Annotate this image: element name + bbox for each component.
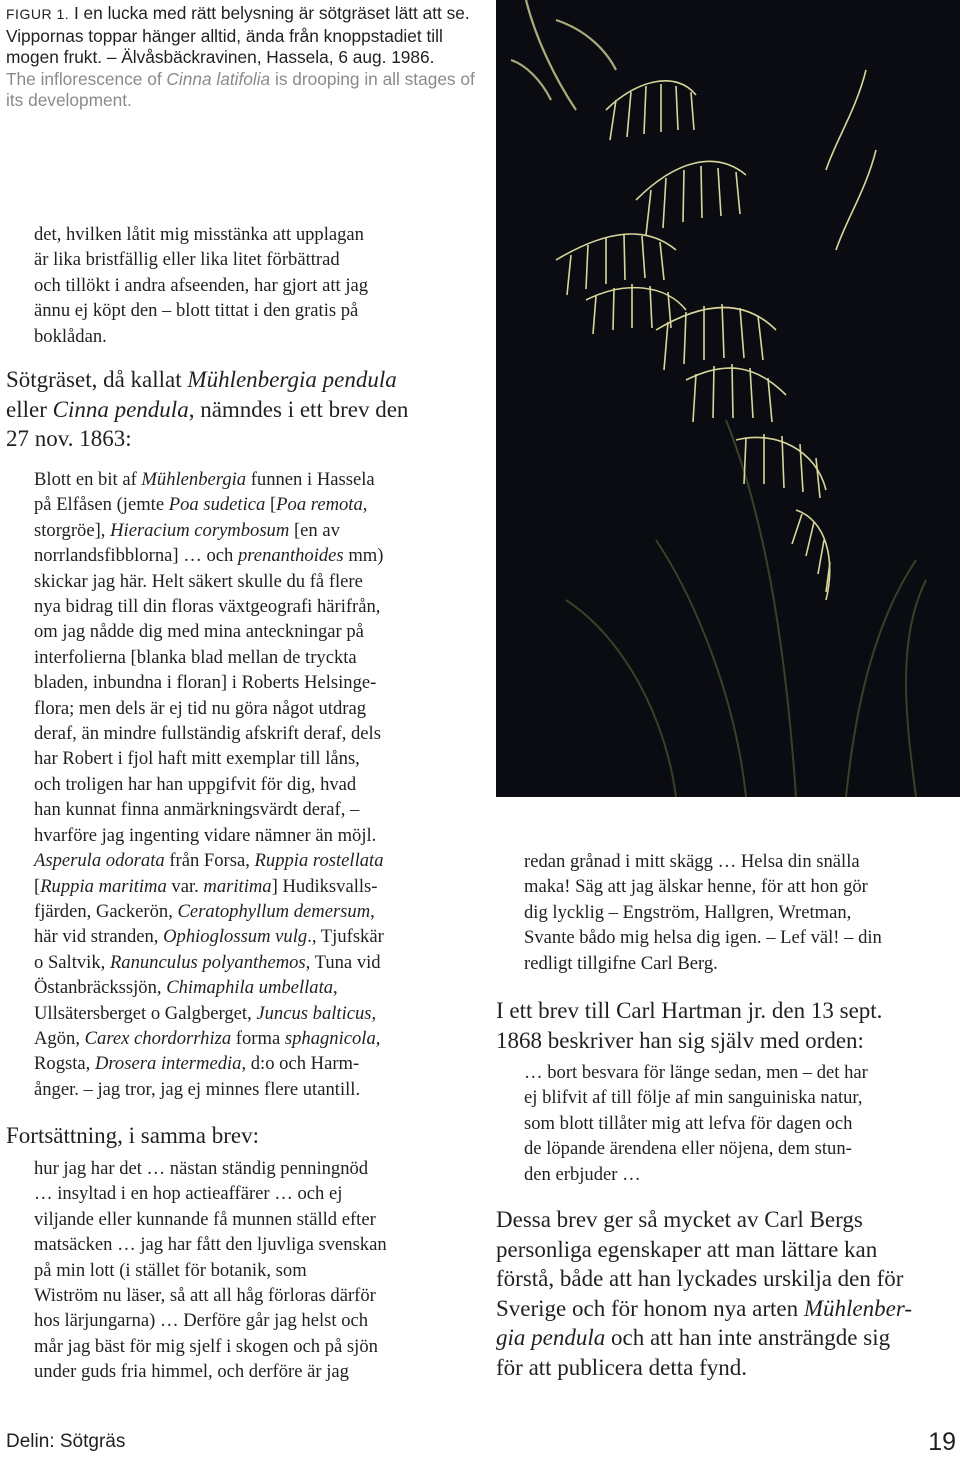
caption-english-text: is drooping in all stages of its development. <box>6 68 475 111</box>
text-line: han kunnat finna anmärkningsvärdt deraf, – <box>34 799 360 821</box>
text-line: bladen, inbundna i floran] i Roberts Helsinge- <box>34 672 377 694</box>
body-paragraph-4 <box>496 1205 912 1383</box>
species-name: Ceratophyllum demersum <box>177 900 371 922</box>
text-span: Blott en bit af <box>34 469 142 490</box>
text-span: mm) <box>343 545 384 567</box>
text-line: ännu ej köpt den – blott tittat i den gratis på <box>34 300 359 322</box>
text-line: på min lott (i stället för botanik, som <box>34 1259 307 1281</box>
text-line: under guds fria himmel, och derföre är jag <box>34 1361 349 1383</box>
text-line: ånger. – jag tror, jag ej minnes flere utantill. <box>34 1078 361 1100</box>
quote-block-4 <box>524 849 882 976</box>
text-line: skickar jag här. Helt säkert skulle du få flere <box>34 570 363 592</box>
text-line: boklådan. <box>34 325 107 347</box>
text-line <box>34 924 384 949</box>
text-span: och att han inte ansträngde sig <box>605 1325 891 1351</box>
species-name: Mühlenbergia <box>141 469 247 490</box>
species-name: Hieracium corymbosum <box>110 519 290 541</box>
quote-block-1 <box>34 222 368 349</box>
text-line: maka! Säg att jag älskar henne, för att hon gör <box>524 876 868 898</box>
species-name: Poa remota <box>276 494 363 516</box>
grass-photo <box>496 0 960 797</box>
text-span: , <box>333 977 338 999</box>
text-span: [ <box>265 494 277 516</box>
text-line <box>34 1051 384 1076</box>
quote-block-3 <box>34 1156 387 1385</box>
text-line: är lika bristfällig eller lika litet förbättrad <box>34 249 340 271</box>
text-line: som blott tillåter mig att lefva för dagen och <box>524 1112 853 1134</box>
text-span: , <box>370 900 375 922</box>
text-line: mår jag bäst för mig sjelf i skogen och på sjön <box>34 1335 378 1357</box>
text-line: viljande eller kunnande få munnen ställd efter <box>34 1208 376 1230</box>
species-name: Drosera intermedia <box>94 1053 242 1075</box>
text-line: Wiström nu läser, så att all håg förloras därför <box>34 1285 376 1307</box>
text-span: Östanbräckssjön, <box>34 977 167 999</box>
text-span: här vid stranden, <box>34 926 164 948</box>
text-line: om jag nådde dig med mina anteckningar på <box>34 621 364 643</box>
text-line: 27 nov. 1863: <box>6 426 132 452</box>
text-line <box>34 518 384 543</box>
caption-english-text: The inflorescence of <box>6 68 167 89</box>
text-line <box>34 467 384 492</box>
species-name: Carex chordorrhiza <box>84 1027 232 1049</box>
species-name: Poa sudetica <box>168 494 266 516</box>
running-title: Delin: Sötgräs <box>6 1431 126 1452</box>
text-line: hur jag har det … nästan ständig penningnöd <box>34 1158 369 1179</box>
text-line <box>34 492 384 517</box>
text-line: har Robert i fjol haft mitt exemplar till låns, <box>34 748 360 770</box>
text-span: funnen i Hassela <box>246 469 375 490</box>
text-line <box>6 395 408 425</box>
text-line: dig lycklig – Engström, Hallgren, Wretman, <box>524 901 852 923</box>
text-span: , <box>362 494 368 516</box>
text-line: deraf, än mindre fullständig afskrift deraf, dels <box>34 723 381 745</box>
text-line <box>34 950 384 975</box>
caption-english-species: Cinna latifolia <box>166 68 271 89</box>
figure-caption <box>6 3 484 112</box>
text-span: eller <box>6 396 53 422</box>
species-name: gia pendula <box>496 1325 606 1351</box>
text-line <box>6 365 408 395</box>
text-line: personliga egenskaper att man lättare kan <box>496 1236 878 1262</box>
text-line: … bort besvara för länge sedan, men – det har <box>524 1062 868 1083</box>
text-line: I ett brev till Carl Hartman jr. den 13 sept. <box>496 998 883 1023</box>
text-line <box>496 1294 912 1324</box>
text-span: var. <box>166 875 204 897</box>
text-span: på Elfåsen (jemte <box>34 494 169 516</box>
text-line: hos lärjungarna) … Derföre går jag helst och <box>34 1310 369 1332</box>
text-line <box>34 1001 384 1026</box>
text-line: nya bidrag till din floras växtgeografi härifrån, <box>34 596 381 618</box>
text-line: förstå, både att han lyckades urskilja den för <box>496 1266 904 1292</box>
body-paragraph-1 <box>6 365 408 454</box>
text-line: hvarföre jag ingenting vidare nämner än möjl. <box>34 824 377 846</box>
text-line <box>34 975 384 1000</box>
text-line: 1868 beskriver han sig själv med orden: <box>496 1027 864 1053</box>
text-span: Sötgräset, då kallat <box>6 367 188 392</box>
page-number: 19 <box>928 1428 956 1456</box>
text-span: storgröe], <box>34 519 111 541</box>
text-span: från Forsa, <box>164 850 255 872</box>
grass-inflorescence-icon <box>496 0 960 797</box>
text-line: och troligen har han uppgifvit för dig, hvad <box>34 773 357 795</box>
text-line: flora; men dels är ej tid nu göra något utdrag <box>34 697 367 719</box>
text-span: Ullsätersberget o Galgberget, <box>34 1002 257 1024</box>
quote-block-2 <box>34 467 384 1102</box>
species-name: Asperula odorata <box>34 850 165 872</box>
text-line: Fortsättning, i samma brev: <box>6 1123 259 1148</box>
text-span: ] Hudiksvalls- <box>271 875 378 897</box>
species-name: sphagnicola <box>284 1027 376 1049</box>
caption-swedish: I en lucka med rätt belysning är sötgräset lätt att se. Vippornas toppar hänger alltid, ända från knoppstadiet till mogen frukt. – Älvåsbäckravinen, Hassela, 6 aug. 1986. <box>6 3 470 68</box>
text-line: matsäcken … jag har fått den ljuvliga svenskan <box>34 1234 387 1256</box>
text-line <box>34 1026 384 1051</box>
species-name: maritima <box>203 875 272 897</box>
species-name: Ophioglossum vulg <box>163 926 308 948</box>
species-name: Mühlenber- <box>803 1295 912 1321</box>
text-line: … insyltad i en hop actieaffärer … och ej <box>34 1183 343 1205</box>
text-span: forma <box>231 1027 285 1049</box>
species-name: prenanthoides <box>237 545 344 567</box>
text-span: Rogsta, <box>34 1053 95 1075</box>
species-name: Mühlenbergia pendula <box>187 367 397 392</box>
text-span: , Tuna vid <box>305 951 381 973</box>
species-name: Cinna pendula <box>52 396 189 422</box>
body-paragraph-3 <box>496 996 882 1055</box>
text-span: [en av <box>289 519 340 541</box>
text-line: Dessa brev ger så mycket av Carl Bergs <box>496 1207 863 1232</box>
text-span: , nämndes i ett brev den <box>188 396 409 422</box>
text-span: fjärden, Gackerön, <box>34 900 178 922</box>
text-line <box>34 543 384 568</box>
text-line: det, hvilken låtit mig misstänka att upplagan <box>34 224 364 245</box>
text-line: interfolierna [blanka blad mellan de tryckta <box>34 646 357 668</box>
species-name: Ranunculus polyanthemos <box>109 951 306 973</box>
species-name: Chimaphila umbellata <box>166 977 334 999</box>
text-span: ., Tjufskär <box>307 926 384 948</box>
text-line: redligt tillgifne Carl Berg. <box>524 952 718 974</box>
text-span: , <box>375 1027 381 1049</box>
species-name: Juncus balticus <box>256 1002 372 1024</box>
text-line <box>34 899 384 924</box>
text-line <box>34 874 384 899</box>
caption-english <box>6 69 475 111</box>
text-span: norrlandsfibblorna] … och <box>34 545 238 567</box>
text-span: , d:o och Harm- <box>241 1053 360 1075</box>
text-span: Sverige och för honom nya arten <box>496 1295 804 1321</box>
figure-label: FIGUR 1. <box>6 6 70 22</box>
text-line: den erbjuder … <box>524 1163 641 1185</box>
text-line: redan grånad i mitt skägg … Helsa din snälla <box>524 851 860 872</box>
text-line: Svante bådo mig helsa dig igen. – Lef väl! – din <box>524 927 882 949</box>
species-name: Ruppia maritima <box>40 875 167 897</box>
quote-block-5 <box>524 1060 868 1187</box>
text-line: de löpande ärendena eller nöjena, dem stun- <box>524 1138 852 1160</box>
text-span: , <box>371 1002 377 1024</box>
text-line: för att publicera detta fynd. <box>496 1354 747 1380</box>
text-line <box>496 1323 912 1353</box>
text-line: ej blifvit af till följe af min sanguiniska natur, <box>524 1087 863 1109</box>
text-line <box>34 848 384 873</box>
text-line: och tillökt i andra afseenden, har gjort att jag <box>34 274 369 296</box>
text-span: o Saltvik, <box>34 951 110 973</box>
species-name: Ruppia rostellata <box>254 850 384 872</box>
text-span: [ <box>34 875 41 897</box>
text-span: Agön, <box>34 1027 85 1049</box>
body-paragraph-2 <box>6 1121 259 1151</box>
